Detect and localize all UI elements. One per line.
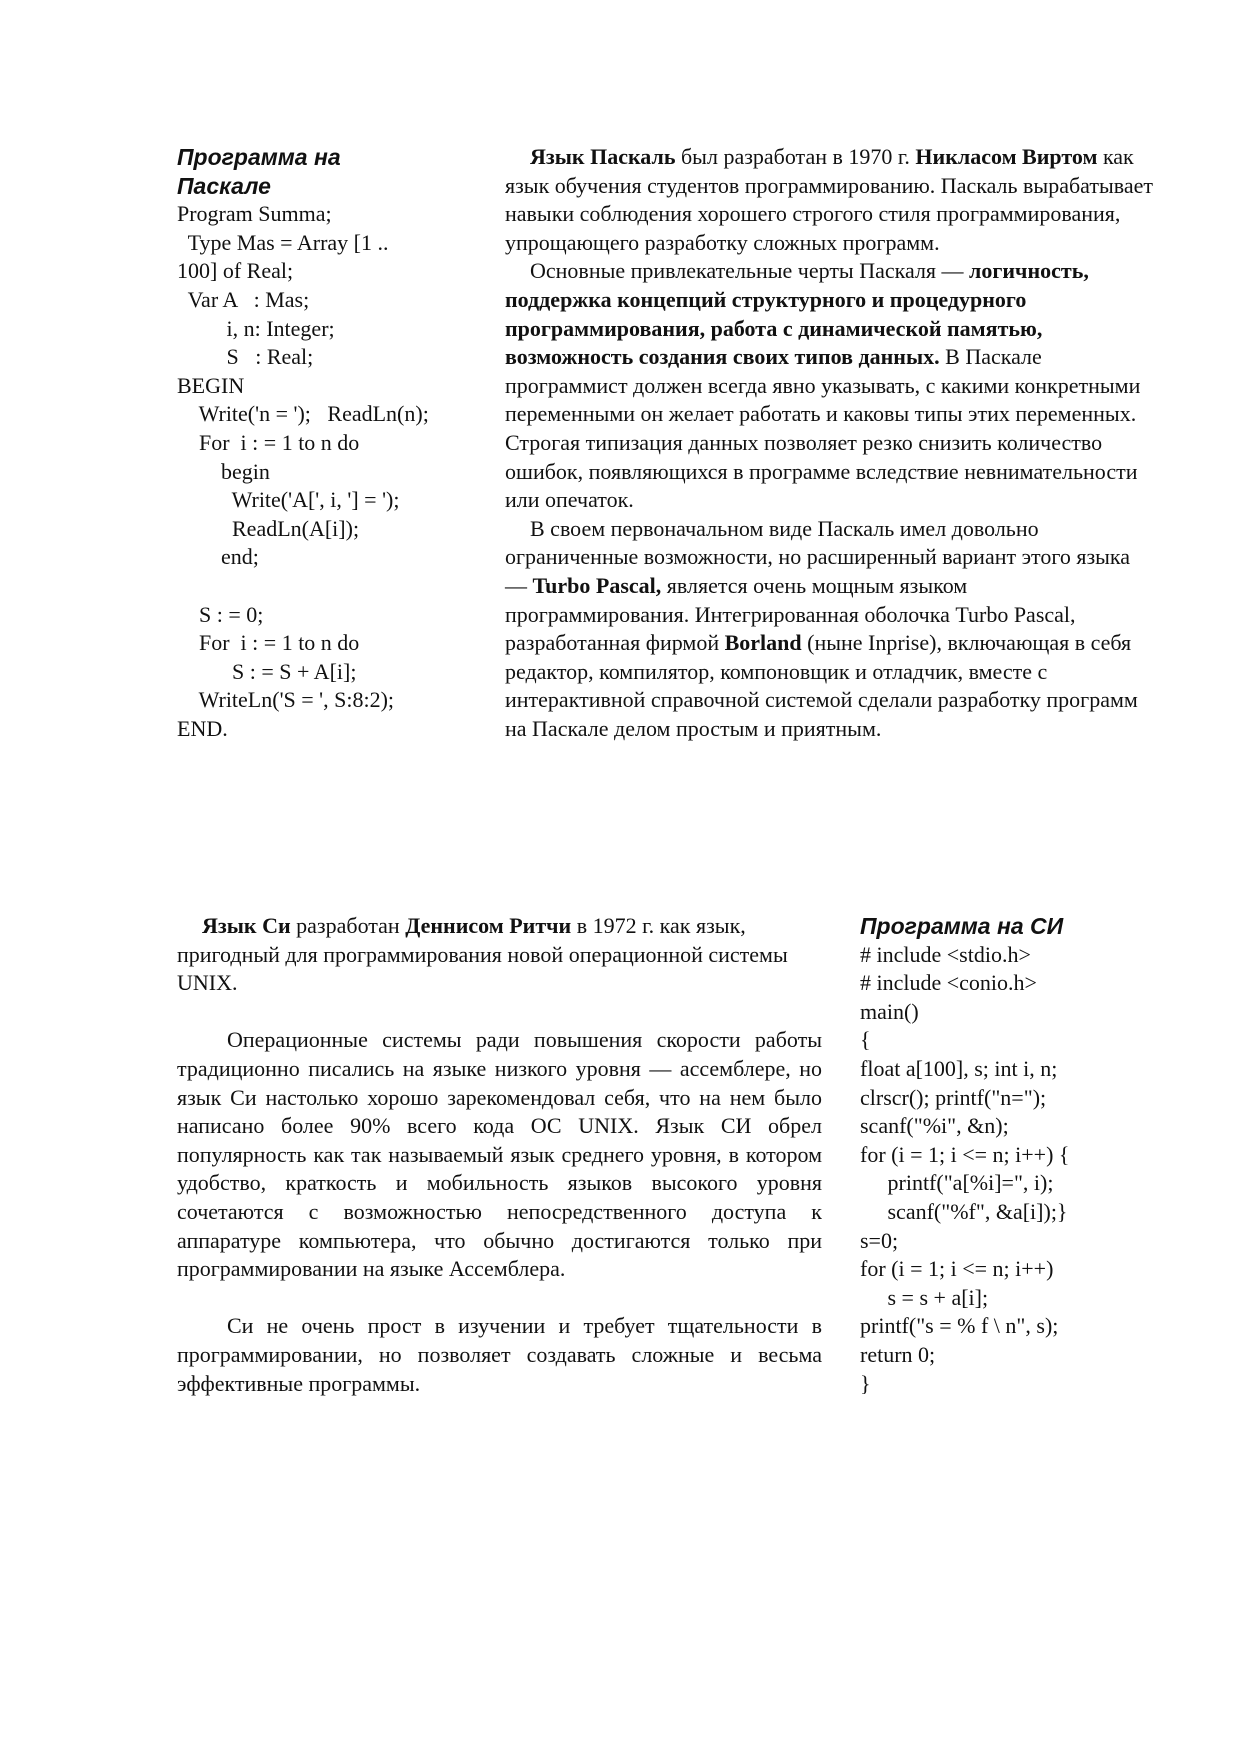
pascal-paragraph-3 — [505, 515, 1153, 744]
c-p1-bold-1: Язык Си — [202, 913, 291, 938]
pascal-paragraph-2 — [505, 257, 1153, 514]
c-code-line: printf("s = % f \ n", s); — [860, 1313, 1059, 1339]
pascal-code-line: S : Real; — [177, 344, 314, 370]
pascal-description — [505, 143, 1153, 743]
pascal-program-listing — [177, 143, 477, 743]
c-code-line: for (i = 1; i <= n; i++) { — [860, 1141, 1070, 1167]
pascal-code-line: S : = S + A[i]; — [177, 658, 357, 684]
c-paragraph-2: Операционные системы ради повышения скорости работы традиционно писались на языке низкого уровня — ассемблере, но язык Си настолько хорошо зарекомендовал себя, что на нем было написано более 90% всего кода ОС UNIX. Язык СИ обрел популярность как так называемый язык среднего уровня, в котором удобство, краткость и мобильность языков высокого уровня сочетаются с возможностью непосредственного доступа к аппаратуре компьютера, что обычно достигаются только при программировании на языке Ассемблера. — [177, 1027, 822, 1282]
c-program-heading: Программа на СИ — [860, 913, 1064, 939]
pascal-code-line — [177, 572, 477, 601]
c-p1-text-1: разработан — [290, 913, 406, 938]
c-code-line: # include <stdio.h> — [860, 941, 1031, 967]
c-code-line: s=0; — [860, 1227, 899, 1253]
pascal-code-line: i, n: Integer; — [177, 315, 335, 341]
pascal-p3-text-3: (ныне Inprise), включающая в себя редактор, компилятор, компоновщик и отладчик, вместе с интерактивной справочной системой сделали разработку программ на Паскале делом простым и приятным. — [505, 630, 1138, 741]
pascal-p3-bold-1: Turbo Pascal, — [532, 572, 662, 598]
pascal-code-line: Write('n = '); ReadLn(n); — [177, 401, 429, 427]
c-code-line: scanf("%i", &n); — [860, 1113, 1009, 1139]
pascal-code-line: Type Mas = Array [1 .. — [177, 229, 389, 255]
pascal-code-line: 100] of Real; — [177, 258, 294, 284]
c-code-line: } — [860, 1370, 871, 1396]
c-code-line: { — [860, 1027, 871, 1053]
c-description — [177, 912, 822, 1398]
c-p1-bold-2: Деннисом Ритчи — [405, 913, 572, 938]
c-code-line: clrscr(); printf("n="); — [860, 1084, 1047, 1110]
pascal-heading-line1: Программа на — [177, 144, 341, 170]
c-code-line: # include <conio.h> — [860, 970, 1037, 996]
pascal-program-heading — [177, 143, 477, 200]
pascal-paragraph-1 — [505, 143, 1153, 257]
pascal-p1-bold-1: Язык Паскаль — [530, 144, 676, 169]
c-code-line: main() — [860, 998, 919, 1024]
pascal-p3-text-2: является очень мощным языком программирования. Интегрированная оболочка Turbo Pascal, разработанная фирмой — [505, 572, 1076, 656]
pascal-p1-bold-2: Никласом Виртом — [915, 144, 1098, 169]
pascal-code-line: For i : = 1 to n do — [177, 630, 360, 656]
c-paragraph-1 — [177, 912, 822, 998]
c-code-block — [860, 941, 1160, 1399]
pascal-code-line: end; — [177, 544, 259, 570]
pascal-p3-text-1: В своем первоначальном виде Паскаль имел довольно ограниченные возможности, но расширенный вариант этого языка — — [505, 515, 1131, 598]
c-code-line: printf("a[%i]=", i); — [860, 1170, 1054, 1196]
pascal-code-line: Write('A[', i, '] = '); — [177, 487, 400, 513]
pascal-p2-bold-1: логичность, поддержка концепций структурного и процедурного программирования, работа с динамической памятью, возможность создания своих типов данных. — [505, 258, 1089, 370]
pascal-code-line: Var A : Mas; — [177, 286, 310, 312]
pascal-code-line: S : = 0; — [177, 601, 264, 627]
c-code-line: scanf("%f", &a[i]);} — [860, 1198, 1068, 1224]
pascal-code-line: WriteLn('S = ', S:8:2); — [177, 687, 395, 713]
c-code-line: s = s + a[i]; — [860, 1284, 989, 1310]
pascal-code-line: For i : = 1 to n do — [177, 429, 360, 455]
c-p1-text-2: в 1972 г. как язык, пригодный для программирования новой операционной системы UNIX. — [177, 913, 788, 996]
pascal-code-block — [177, 200, 477, 743]
pascal-code-line: ReadLn(A[i]); — [177, 515, 360, 541]
pascal-p2-text-1: Основные привлекательные черты Паскаля — — [530, 258, 970, 284]
pascal-p2-text-2: В Паскале программист должен всегда явно указывать, с какими конкретными переменными он желает работать и каковы типы этих переменных. Строгая типизация данных позволяет резко снизить количество ошибок, появляющихся в программе вследствие невнимательности или опечаток. — [505, 344, 1141, 513]
c-code-line: float a[100], s; int i, n; — [860, 1055, 1058, 1081]
pascal-code-line: Program Summa; — [177, 201, 332, 227]
pascal-p1-text-1: был разработан в 1970 г. — [675, 144, 916, 169]
c-code-line: for (i = 1; i <= n; i++) — [860, 1256, 1054, 1282]
pascal-p3-bold-2: Borland — [724, 630, 802, 656]
pascal-heading-line2: Паскале — [177, 172, 271, 199]
paragraph-spacer — [177, 1284, 822, 1313]
pascal-code-line: begin — [177, 458, 270, 484]
paragraph-spacer — [177, 998, 822, 1027]
pascal-p1-text-2: как язык обучения студентов программированию. Паскаль вырабатывает навыки соблюдения хорошего строгого стиля программирования, упрощающего разработку сложных программ. — [505, 144, 1154, 255]
pascal-code-line: END. — [177, 715, 228, 741]
c-paragraph-3: Си не очень прост в изучении и требует тщательности в программировании, но позволяет создавать сложные и весьма эффективные программы. — [177, 1313, 822, 1396]
c-program-listing — [860, 912, 1160, 1398]
c-code-line: return 0; — [860, 1341, 936, 1367]
pascal-code-line: BEGIN — [177, 372, 245, 398]
